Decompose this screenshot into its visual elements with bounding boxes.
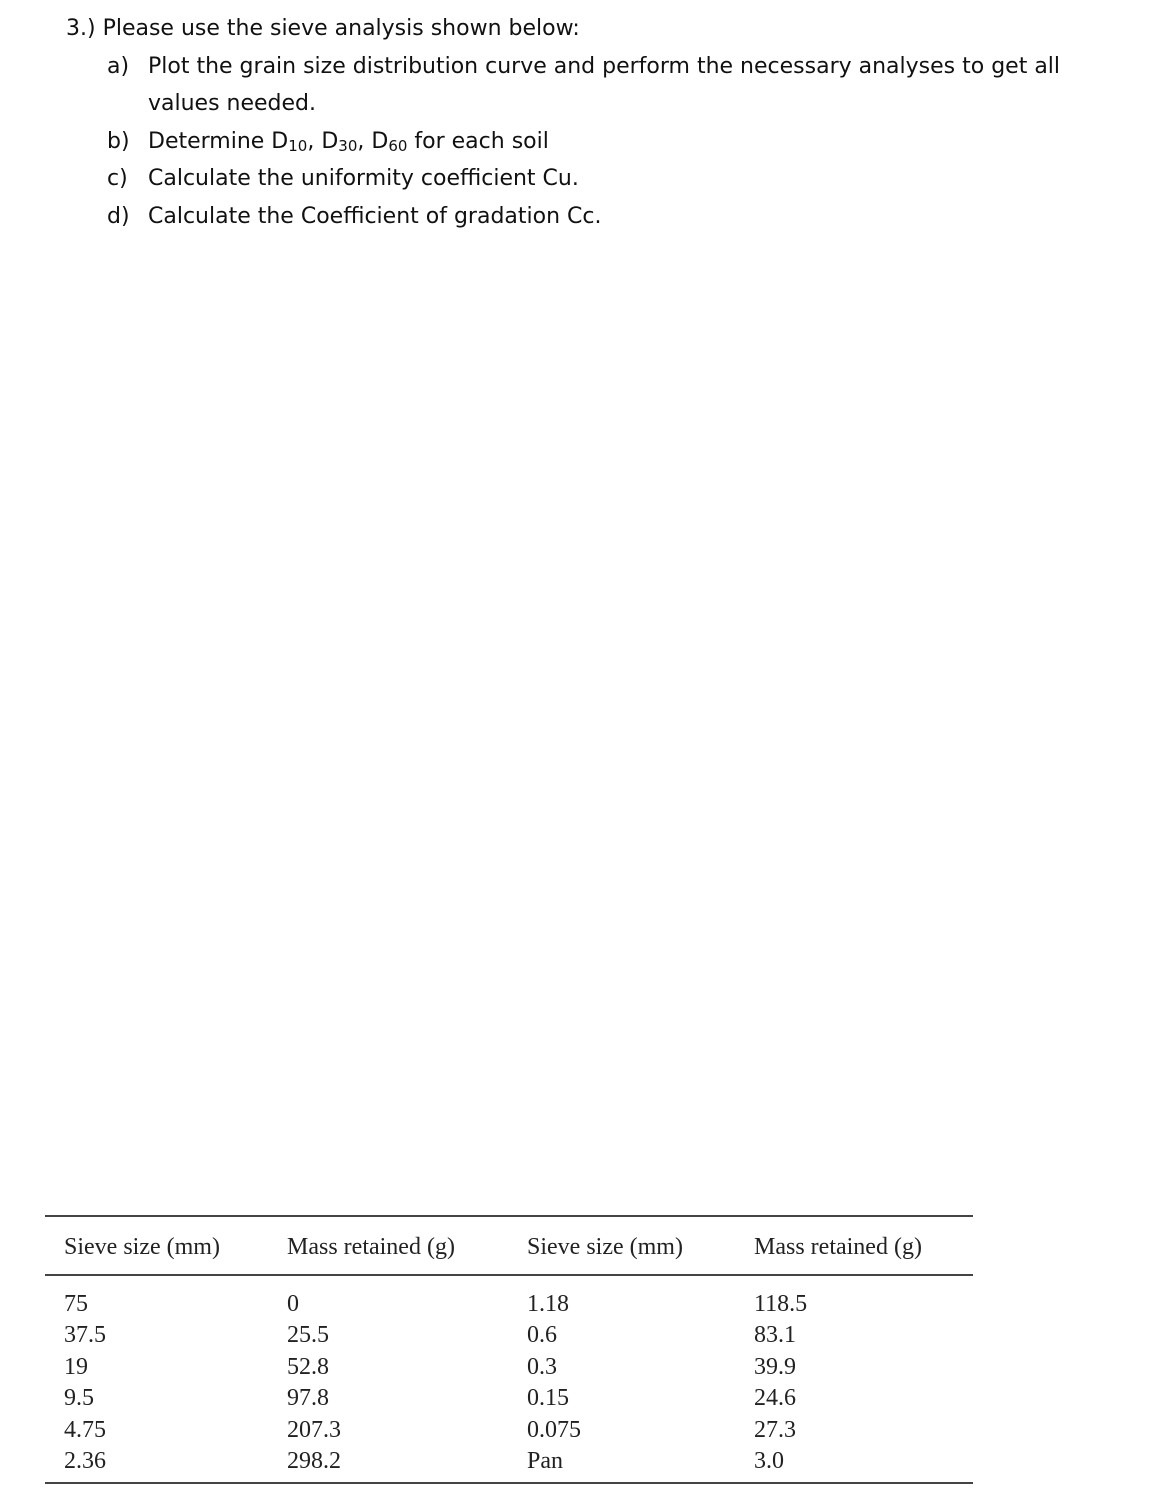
column-sieve-size-1 xyxy=(64,1289,106,1477)
item-letter: c) xyxy=(107,166,128,191)
item-letter: a) xyxy=(107,53,130,79)
question-item-b xyxy=(66,123,1126,161)
table-cell: 2.36 xyxy=(64,1448,106,1475)
item-text-separator: , D xyxy=(307,128,339,154)
question-item-d xyxy=(66,198,1126,236)
table-cell: 75 xyxy=(64,1291,88,1317)
table-cell: 24.6 xyxy=(754,1385,796,1412)
item-letter: d) xyxy=(107,203,130,229)
subscript-30: 30 xyxy=(338,136,358,155)
header-sieve-size-1: Sieve size (mm) xyxy=(64,1234,220,1260)
column-mass-retained-2 xyxy=(754,1289,807,1477)
table-cell: 0.3 xyxy=(527,1353,557,1380)
table-cell: 0.6 xyxy=(527,1322,557,1349)
table-cell: 19 xyxy=(64,1353,88,1380)
column-sieve-size-2 xyxy=(527,1289,581,1477)
table-cell: 4.75 xyxy=(64,1416,106,1443)
column-mass-retained-1 xyxy=(287,1289,341,1477)
table-cell: 83.1 xyxy=(754,1322,796,1349)
table-cell: 0 xyxy=(287,1291,299,1317)
item-text: Calculate the uniformity coefficient Cu. xyxy=(148,166,579,191)
question-item-c xyxy=(66,160,1126,198)
question-block xyxy=(66,10,1126,235)
item-text: Calculate the Coefficient of gradation Cc. xyxy=(148,203,602,229)
question-heading: 3.) Please use the sieve analysis shown below: xyxy=(66,16,580,41)
subscript-60: 60 xyxy=(388,136,408,155)
sieve-analysis-table xyxy=(45,1215,973,1485)
item-text: Plot the grain size distribution curve and perform the necessary analyses to get all values needed. xyxy=(148,53,1061,116)
item-text xyxy=(148,123,1126,161)
table-cell: 3.0 xyxy=(754,1448,784,1475)
header-mass-retained-1: Mass retained (g) xyxy=(287,1234,455,1260)
table-bottom-rule xyxy=(45,1482,973,1484)
header-sieve-size-2: Sieve size (mm) xyxy=(527,1234,683,1260)
table-cell: 0.075 xyxy=(527,1416,581,1443)
header-mass-retained-2: Mass retained (g) xyxy=(754,1234,922,1260)
subscript-10: 10 xyxy=(288,136,308,155)
table-cell: 52.8 xyxy=(287,1353,329,1380)
table-cell: 207.3 xyxy=(287,1416,341,1443)
item-text-separator: , D xyxy=(357,128,389,154)
table-cell: 25.5 xyxy=(287,1322,329,1349)
item-text-prefix: Determine D xyxy=(148,128,289,154)
table-cell: 118.5 xyxy=(754,1291,808,1317)
table-cell: 0.15 xyxy=(527,1385,569,1412)
table-top-rule xyxy=(45,1215,973,1217)
table-header-rule xyxy=(45,1274,973,1276)
table-cell: 1.18 xyxy=(527,1291,569,1317)
table-cell: 298.2 xyxy=(287,1448,341,1475)
table-cell: 39.9 xyxy=(754,1353,796,1380)
table-cell: 27.3 xyxy=(754,1416,796,1443)
table-cell: 37.5 xyxy=(64,1322,106,1349)
question-item-a xyxy=(66,48,1126,123)
table-cell: 9.5 xyxy=(64,1385,94,1412)
item-letter: b) xyxy=(107,128,130,154)
table-cell: Pan xyxy=(527,1448,563,1475)
table-cell: 97.8 xyxy=(287,1385,329,1412)
item-text-suffix: for each soil xyxy=(407,128,549,154)
